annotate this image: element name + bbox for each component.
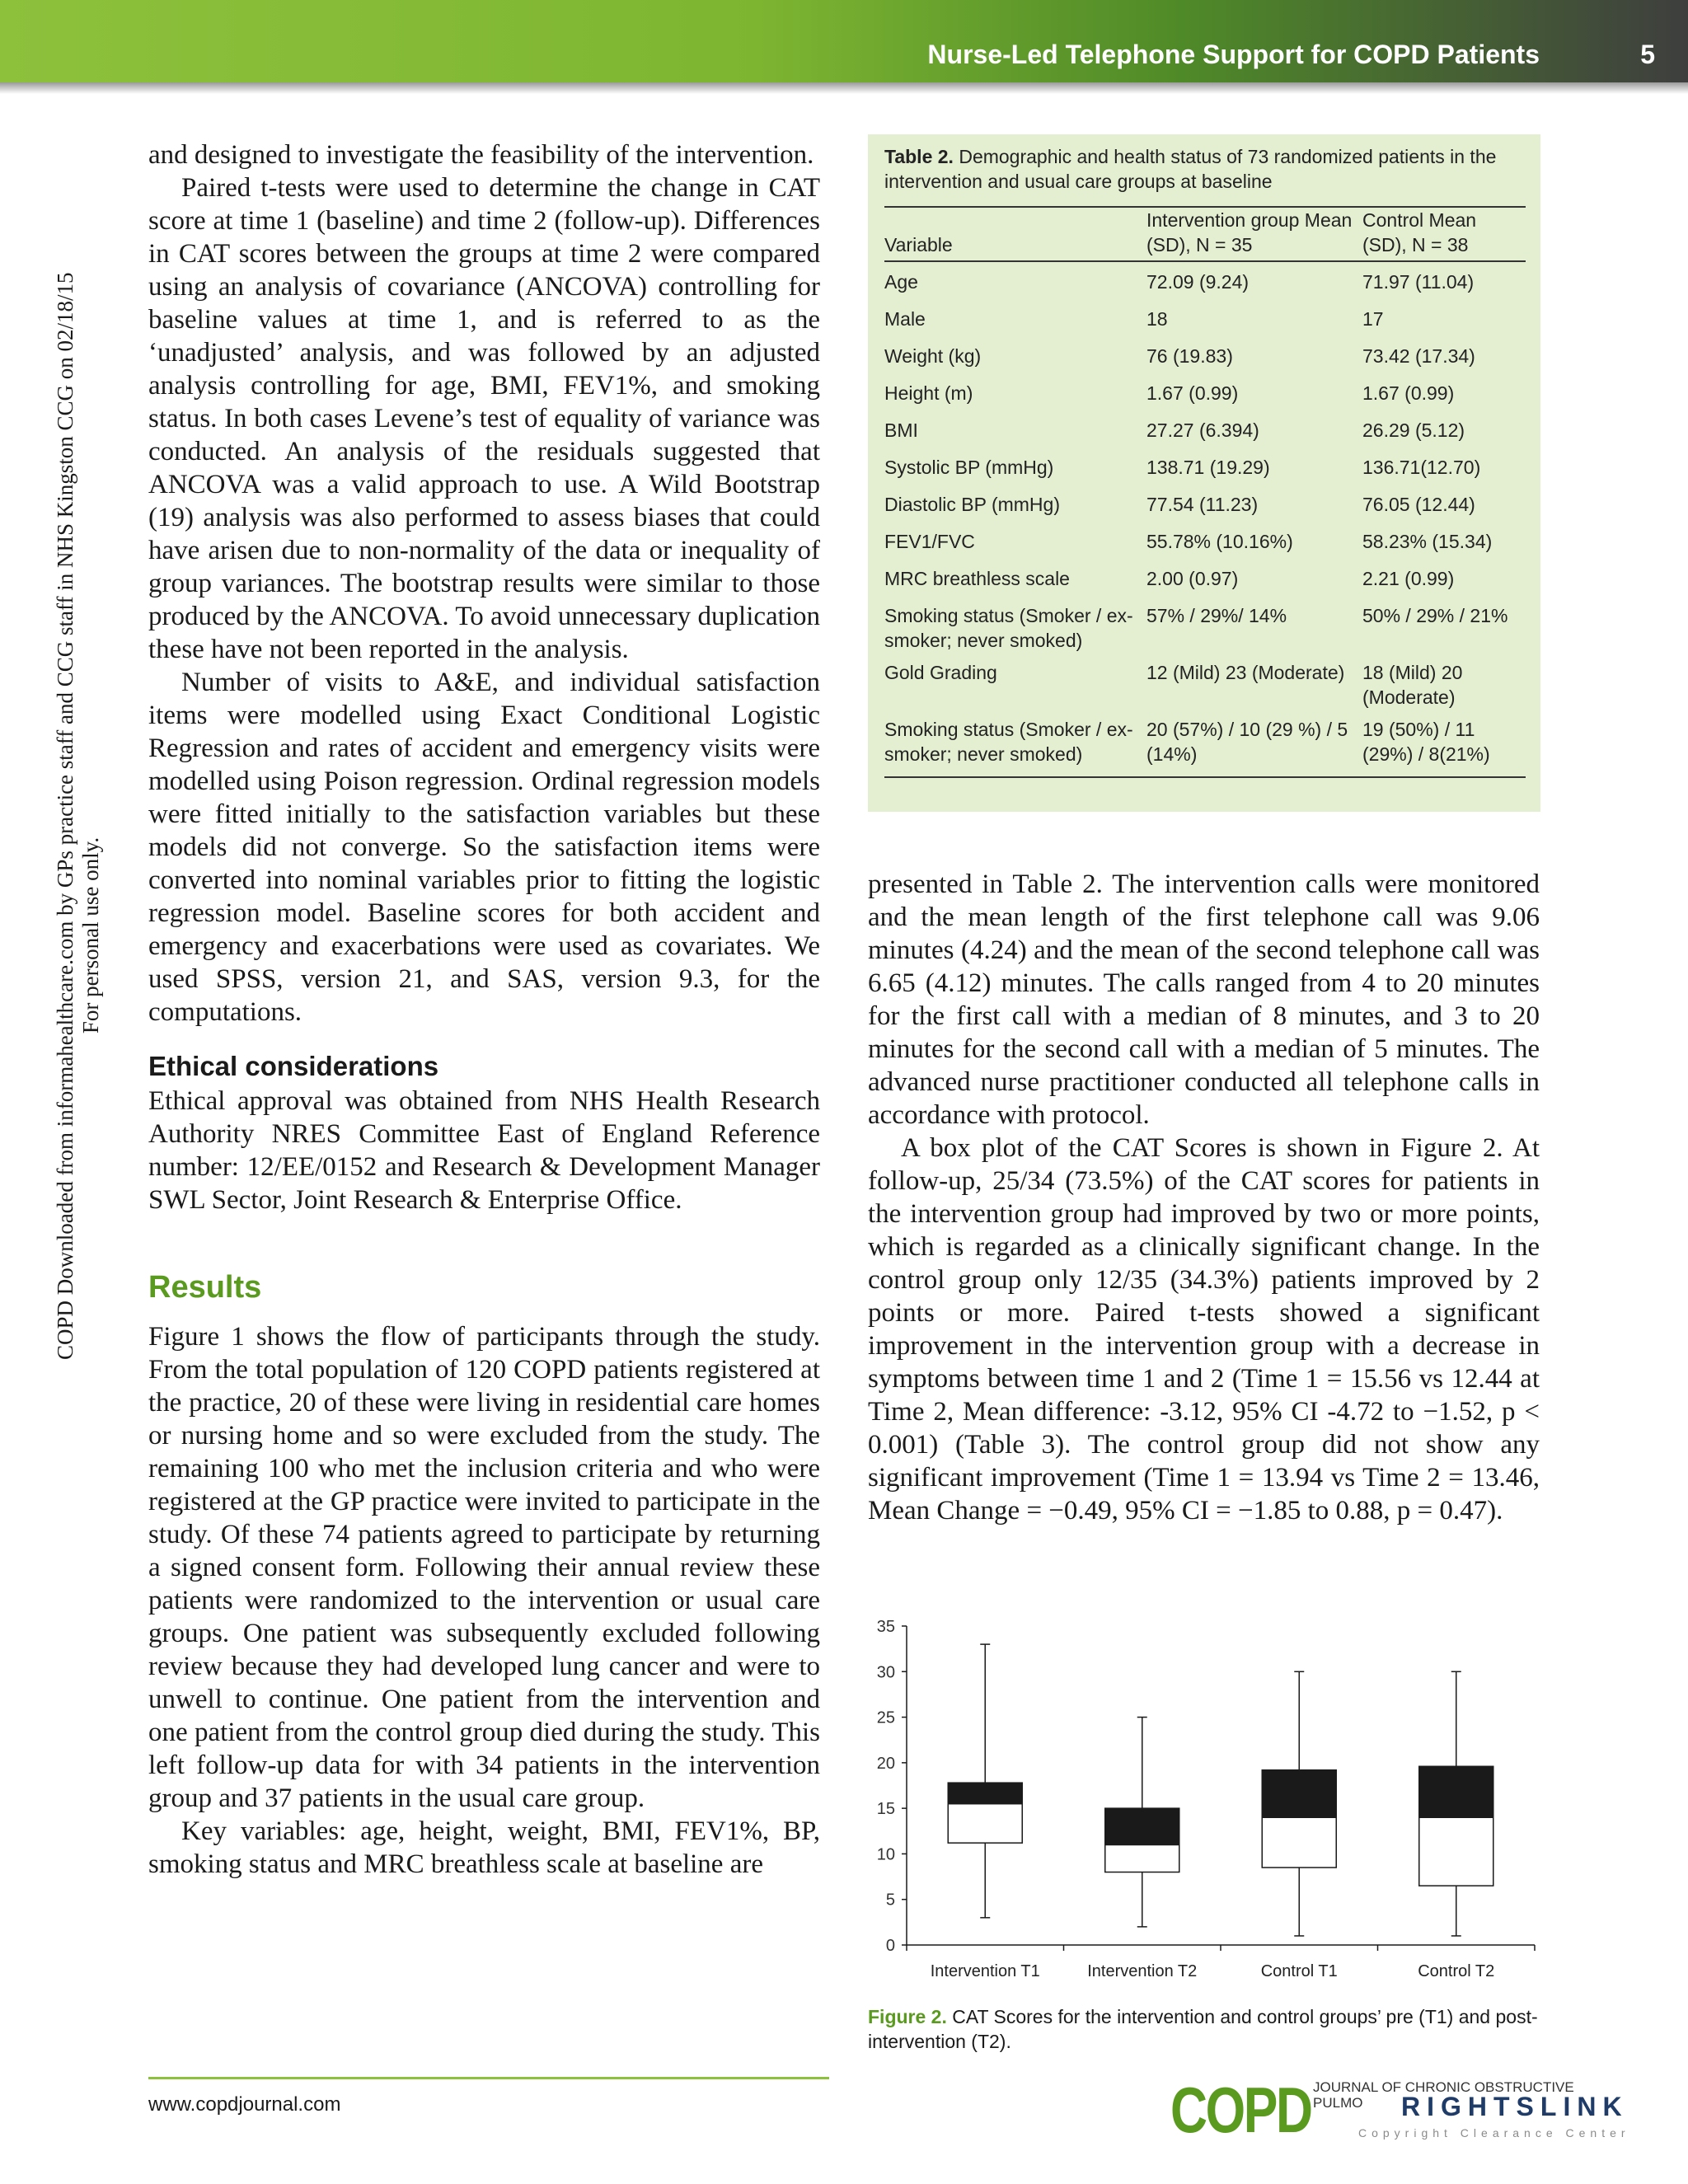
table-cell: BMI (884, 419, 918, 441)
paragraph-box-plot: A box plot of the CAT Scores is shown in Figure 2. At follow-up, 25/34 (73.5%) of the CAT scores for patients in the intervention group had improved by two or more points, which is regarded as a clinically significant change. In the control group only 12/35 (34.3%) patients improved by 2 points or more. Paired t-tests showed a significant improvement in the intervention group with a decrease in symptoms between time 1 and 2 (Time 1 = 15.56 vs 12.44 at Time 2, Mean difference: -3.12, 95% CI -4.72 to −1.52, p < 0.001) (Table 3). The control group did not show any significant improvement (Time 1 = 13.94 vs Time 2 = 13.46, Mean Change = −0.49, 95% CI = −1.85 to 0.88, p = 0.47). (868, 1133, 1540, 1526)
table-cell: 58.23% (15.34) (1362, 531, 1493, 552)
box-lower (1419, 1817, 1493, 1886)
x-tick-label: Control T2 (1418, 1962, 1495, 1980)
table-header-cell: Variable (884, 207, 1146, 261)
table-cell: 77.54 (11.23) (1146, 494, 1259, 515)
rightslink-logo[interactable]: RIGHTSLINK (1401, 2092, 1629, 2121)
cat-score-box-plot (857, 1603, 1550, 1990)
table-cell: 2.21 (0.99) (1362, 568, 1455, 589)
table-cell: 73.42 (17.34) (1362, 345, 1475, 367)
table-cell: 17 (1362, 308, 1384, 330)
table-caption (884, 144, 1519, 194)
table-header-row (884, 207, 1526, 261)
table-row (884, 448, 1526, 485)
table-cell: Smoking status (Smoker / ex-smoker; never smoked) (884, 605, 1133, 651)
table-row (884, 596, 1526, 653)
paragraph-key-variables: Key variables: age, height, weight, BMI, FEV1%, BP, smoking status and MRC breathless scale at baseline are (148, 1816, 820, 1879)
y-tick-label: 20 (876, 1754, 895, 1773)
table-cell: 57% / 29%/ 14% (1146, 605, 1287, 626)
journal-url[interactable]: www.copdjournal.com (148, 2093, 341, 2116)
table-cell: 18 (1146, 308, 1168, 330)
table-cell: 50% / 29% / 21% (1362, 605, 1508, 626)
table-cell: Age (884, 271, 918, 293)
table-cell: 76 (19.83) (1146, 345, 1233, 367)
y-tick-label: 15 (876, 1800, 895, 1819)
page-header (0, 0, 1688, 82)
box-upper (948, 1783, 1022, 1803)
paragraph-regression: Number of visits to A&E, and individual satisfaction items were modelled using Exact Conditional Logistic Regression and rates of accident and emergency visits were modelled using Poison regression. Ordinal regression models were fitted initially to the satisfaction variables but these models did not converge. So the satisfaction items were converted into nominal variables prior to fitting the logistic regression model. Baseline scores for both accident and emergency and exacerbations were used as covariates. We used SPSS, version 21, and SAS, version 9.3, for the computations. (148, 668, 820, 1027)
table-cell: 12 (Mild) 23 (Moderate) (1146, 662, 1345, 683)
table-cell: 1.67 (0.99) (1362, 382, 1455, 404)
table-cell: Systolic BP (mmHg) (884, 457, 1054, 478)
table-row (884, 710, 1526, 777)
table-cell: 138.71 (19.29) (1146, 457, 1270, 478)
table-cell: Diastolic BP (mmHg) (884, 494, 1060, 515)
box-upper (1419, 1766, 1493, 1817)
table-cell: 27.27 (6.394) (1146, 419, 1259, 441)
table-row (884, 653, 1526, 710)
table-cell: 20 (57%) / 10 (29 %) / 5 (14%) (1146, 710, 1362, 777)
y-tick-label: 0 (885, 1937, 895, 1955)
table-caption-text: Demographic and health status of 73 randomized patients in the intervention and usual care groups at baseline (884, 146, 1497, 192)
table-cell: 55.78% (10.16%) (1146, 531, 1293, 552)
table-row (884, 261, 1526, 299)
header-shadow (0, 82, 1688, 94)
table-cell: 136.71(12.70) (1362, 457, 1481, 478)
y-tick-label: 30 (876, 1663, 895, 1682)
table-header-cell: Control Mean (SD), N = 38 (1362, 207, 1526, 261)
box-upper (1262, 1770, 1336, 1817)
table-row (884, 485, 1526, 522)
y-tick-label: 10 (876, 1845, 895, 1864)
running-title: Nurse-Led Telephone Support for COPD Patients (927, 40, 1540, 69)
table-cell: 26.29 (5.12) (1362, 419, 1465, 441)
rightslink-subtitle: Copyright Clearance Center (1358, 2126, 1630, 2139)
journal-name-line-2: PULMO (1313, 2095, 1363, 2111)
watermark-line-2: For personal use only. (78, 837, 103, 1034)
download-watermark (0, 0, 103, 2184)
table-cell: 19 (50%) / 11 (29%) / 8(21%) (1362, 710, 1526, 777)
x-tick-label: Intervention T2 (1087, 1962, 1198, 1980)
footer-rule (148, 2077, 829, 2079)
box-lower (1262, 1817, 1336, 1868)
table-header-cell: Intervention group Mean (SD), N = 35 (1146, 207, 1362, 261)
paragraph-statistics: Paired t-tests were used to determine the change in CAT score at time 1 (baseline) and time 2 (follow-up). Differences in CAT scores between the groups at time 2 were compared using an analysis of covariance (ANCOVA) controlling for baseline values at time 1, and is referred to as the ‘unadjusted’ analysis, and was followed by an adjusted analysis controlling for age, BMI, FEV1%, and smoking status. In both cases Levene’s test of equality of variance was conducted. An analysis of the residuals suggested that ANCOVA was a valid approach to use. A Wild Bootstrap (19) analysis was also performed to assess biases that could have arisen due to non-normality of the data or inequality of group variances. The bootstrap results were similar to those produced by the ANCOVA. To avoid unnecessary duplication these have not been reported in the analysis. (148, 173, 820, 664)
x-tick-label: Intervention T1 (930, 1962, 1040, 1980)
table-cell: MRC breathless scale (884, 568, 1070, 589)
y-tick-label: 25 (876, 1708, 895, 1727)
table-label: Table 2. (884, 146, 954, 167)
table-cell: Gold Grading (884, 662, 997, 683)
journal-name-line-1: JOURNAL OF CHRONIC OBSTRUCTIVE (1313, 2079, 1574, 2095)
box-upper (1105, 1808, 1179, 1844)
figure-caption-text: CAT Scores for the intervention and control groups’ pre (T1) and post-intervention (T2). (868, 2006, 1538, 2052)
paragraph: and designed to investigate the feasibility of the intervention. (148, 140, 814, 170)
table-row (884, 373, 1526, 410)
watermark-line-1: COPD Downloaded from informahealthcare.com by GPs practice staff and CCG staff in NHS Kingston CCG on 02/18/15 (53, 272, 77, 1360)
table-cell: 18 (Mild) 20 (Moderate) (1362, 662, 1463, 708)
paragraph-results: Figure 1 shows the flow of participants through the study. From the total population of 120 COPD patients registered at the practice, 20 of these were living in residential care homes or nursing home and so were excluded from the study. The remaining 100 who met the inclusion criteria and who were registered at the GP practice were invited to participate in the study. Of these 74 patients agreed to participate by returning a signed consent form. Following their annual review these patients were randomized to the intervention or usual care groups. One patient was subsequently excluded following review because they had developed lung cancer and were to unwell to continue. One patient from the intervention and one patient from the control group died during the study. This left follow-up data for with 34 patients in the intervention group and 37 patients in the usual care group. (148, 1322, 820, 1813)
table-cell: 71.97 (11.04) (1362, 271, 1475, 293)
figure-caption (868, 2004, 1544, 2054)
table-2 (868, 134, 1540, 812)
table-row (884, 410, 1526, 448)
table-grid (884, 206, 1526, 778)
right-column (868, 868, 1540, 1527)
paragraph-ethics: Ethical approval was obtained from NHS Health Research Authority NRES Committee East of England Reference number: 12/EE/0152 and Research & Development Manager SWL Sector, Joint Research & Enterprise Office. (148, 1086, 820, 1215)
figure-label: Figure 2. (868, 2006, 947, 2027)
table-cell: 1.67 (0.99) (1146, 382, 1239, 404)
y-tick-label: 5 (885, 1891, 895, 1910)
page-number: 5 (1640, 40, 1655, 69)
table-row (884, 559, 1526, 596)
table-cell: Smoking status (Smoker / ex-smoker; never smoked) (884, 710, 1146, 777)
paragraph-calls: presented in Table 2. The intervention calls were monitored and the mean length of the first telephone call was 9.06 minutes (4.24) and the mean of the second telephone call was 6.65 (4.12) minutes. The calls ranged from 4 to 20 minutes for the first call with a median of 8 minutes, and 3 to 20 minutes for the second call with a median of 5 minutes. The advanced nurse practitioner conducted all telephone calls in accordance with protocol. (868, 869, 1540, 1130)
copd-logo: COPD (1170, 2074, 1311, 2146)
box-lower (1105, 1844, 1179, 1872)
y-tick-label: 35 (876, 1618, 895, 1636)
box-lower (948, 1804, 1022, 1844)
x-tick-label: Control T1 (1260, 1962, 1338, 1980)
table-row (884, 522, 1526, 559)
table-row (884, 299, 1526, 336)
table-cell: FEV1/FVC (884, 531, 975, 552)
section-heading-results: Results (148, 1270, 262, 1305)
left-column (148, 138, 820, 1881)
table-cell: 72.09 (9.24) (1146, 271, 1250, 293)
table-cell: 2.00 (0.97) (1146, 568, 1239, 589)
table-row (884, 336, 1526, 373)
table-cell: Height (m) (884, 382, 973, 404)
section-heading-ethics: Ethical considerations (148, 1051, 439, 1081)
table-cell: Weight (kg) (884, 345, 982, 367)
table-cell: 76.05 (12.44) (1362, 494, 1475, 515)
table-cell: Male (884, 308, 926, 330)
